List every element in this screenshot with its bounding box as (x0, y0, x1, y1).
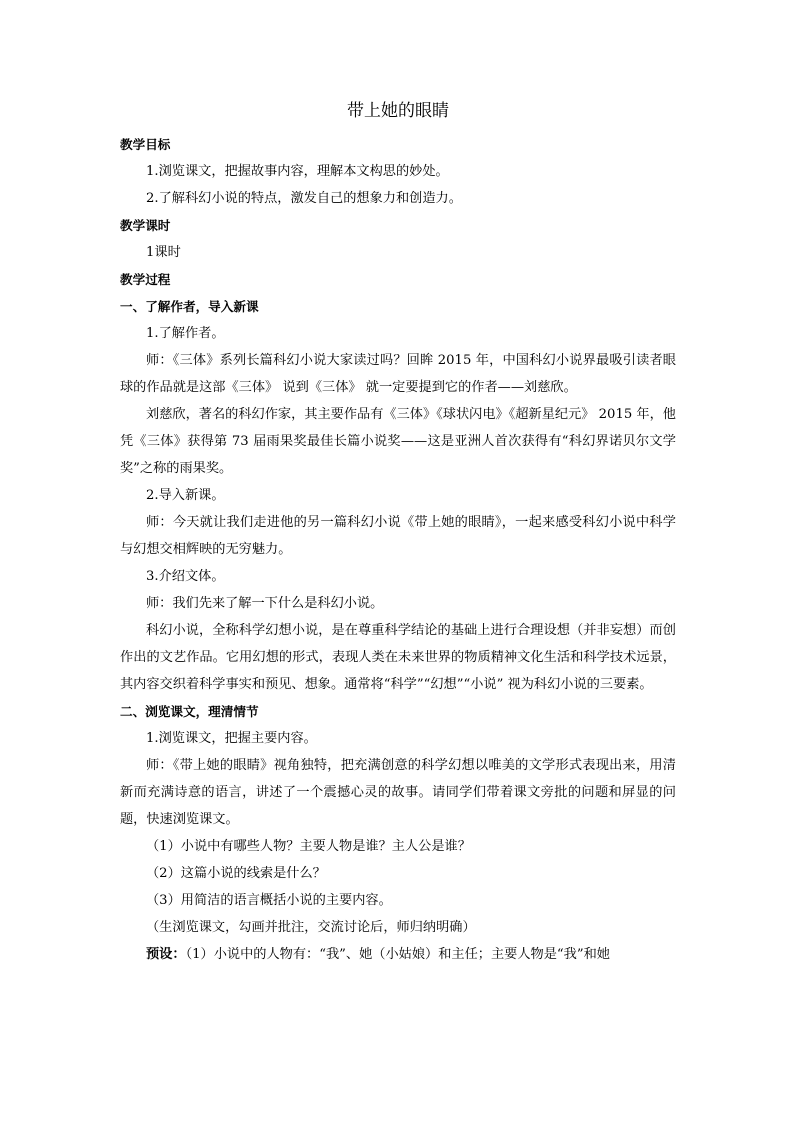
list-item: 2.导入新课。 (146, 488, 225, 503)
paragraph: 师：《带上她的眼睛》视角独特，把充满创意的科学幻想以唯美的文学形式表现出来，用清新而充满诗意的语言，讲述了一个震撼心灵的故事。请同学们带着课文旁批的问题和屏显的问题，快速浏览课文。 (120, 758, 676, 827)
paragraph: 师：今天就让我们走进他的另一篇科幻小说《带上她的眼睛》，一起来感受科幻小说中科学与幻想交相辉映的无穷魅力。 (120, 515, 676, 557)
paragraph: 师：我们先来了解一下什么是科幻小说。 (146, 596, 384, 611)
list-item: 1.了解作者。 (146, 326, 225, 341)
hours-value: 1课时 (146, 245, 181, 260)
list-item: 3.介绍文体。 (146, 569, 225, 584)
document-page (120, 95, 676, 968)
preset-text: （1）小说中的人物有：“我”、她（小姑娘）和主任；主要人物是“我”和她 (185, 947, 610, 962)
process-heading: 教学过程 (120, 272, 171, 287)
paragraph: 科幻小说，全称科学幻想小说，是在尊重科学结论的基础上进行合理设想（并非妄想）而创作出的文艺作品。它用幻想的形式，表现人类在未来世界的物质精神文化生活和科学技术远景，其内容交织着科学事实和预见、想象。通常将“科学”“幻想”“小说” 视为科幻小说的三要素。 (120, 623, 676, 692)
question-item: （1）小说中有哪些人物？主要人物是谁？主人公是谁？ (146, 839, 471, 854)
question-item: （2）这篇小说的线索是什么？ (146, 866, 326, 881)
goals-heading: 教学目标 (120, 137, 171, 152)
note: （生浏览课文，勾画并批注，交流讨论后，师归纳明确） (146, 920, 476, 935)
paragraph: 师：《三体》系列长篇科幻小说大家读过吗？回眸 2015 年，中国科幻小说界最吸引读者眼球的作品就是这部《三体》 说到《三体》 就一定要提到它的作者——刘慈欣。 (120, 353, 676, 395)
part1-heading: 一、了解作者，导入新课 (120, 299, 259, 314)
hours-heading: 教学课时 (120, 218, 171, 233)
question-item: （3）用简洁的语言概括小说的主要内容。 (146, 893, 392, 908)
list-item: 1.浏览课文，把握主要内容。 (146, 731, 317, 746)
paragraph: 刘慈欣，著名的科幻作家，其主要作品有《三体》《球状闪电》《超新星纪元》 2015 年，他凭《三体》获得第 73 届雨果奖最佳长篇小说奖——这是亚洲人首次获得有“科幻界诺贝尔文学奖”之称的雨果奖。 (120, 407, 676, 476)
goal-item: 1.浏览课文，把握故事内容，理解本文构思的妙处。 (146, 164, 449, 179)
preset-line (120, 941, 676, 968)
goal-item: 2.了解科幻小说的特点，激发自己的想象力和创造力。 (146, 191, 462, 206)
part2-heading: 二、浏览课文，理清情节 (120, 704, 259, 719)
page-title: 带上她的眼睛 (347, 101, 449, 121)
preset-label: 预设： (146, 947, 186, 962)
